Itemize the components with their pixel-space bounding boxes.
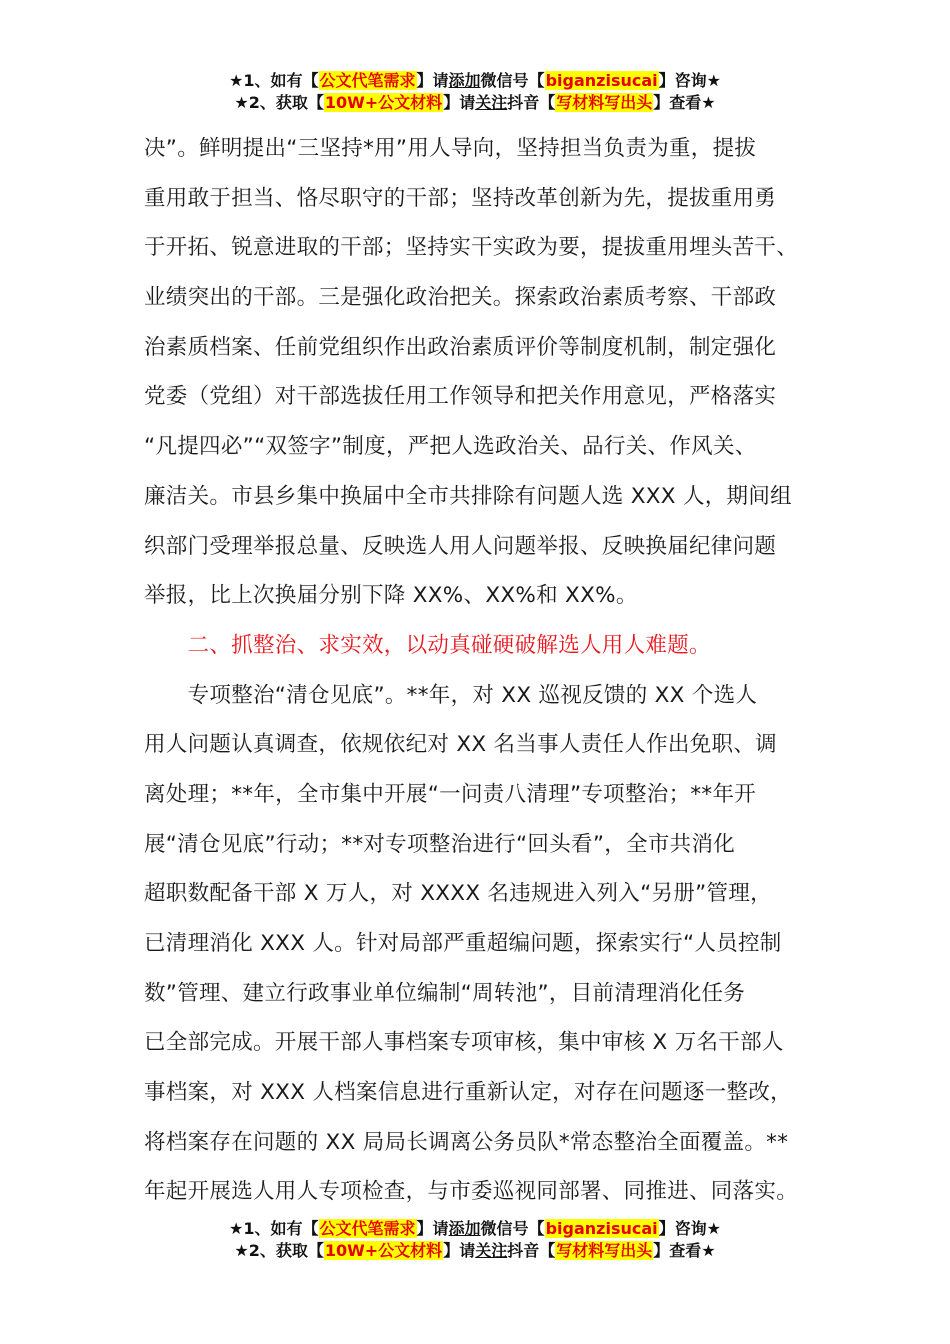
- body-line: 超职数配备干部 X 万人，对 XXXX 名违规进入列入“另册”管理，: [144, 881, 772, 907]
- body-line: 用人问题认真调查，依规依纪对 XX 名当事人责任人作出免职、调: [144, 732, 777, 758]
- document-body: [144, 124, 814, 1217]
- body-line: 决”。鲜明提出“三坚持*用”用人导向，坚持担当负责为重，提拔: [144, 136, 757, 161]
- banner-text: 】咨询★: [658, 71, 721, 90]
- highlight-materials: 10W+公文材料: [324, 93, 443, 112]
- banner-text: 微信号【: [480, 1219, 545, 1238]
- banner-text: 】查看★: [653, 1241, 716, 1260]
- banner-line-2: [0, 1240, 950, 1262]
- body-line: 已清理消化 XXX 人。针对局部严重超编问题，探索实行“人员控制: [144, 931, 782, 956]
- banner-text: 】请: [416, 1219, 449, 1238]
- body-line: 将档案存在问题的 XX 局局长调离公务员队*常态整治全面覆盖。**: [144, 1129, 789, 1155]
- banner-text: 】请: [416, 71, 449, 90]
- body-line: 离处理；**年，全市集中开展“一问责八清理”专项整治；**年开: [144, 781, 757, 807]
- highlight-wechat-id: biganzisucai: [545, 1219, 658, 1238]
- highlight-service: 公文代笔需求: [319, 1219, 416, 1238]
- banner-text: ★2、获取【: [234, 93, 324, 112]
- body-line: 于开拓、锐意进取的干部；坚持实干实政为要，提拔重用埋头苦干、: [144, 235, 799, 261]
- banner-text: 】咨询★: [658, 1219, 721, 1238]
- body-line: 治素质档案、任前党组织作出政治素质评价等制度机制，制定强化: [144, 334, 777, 360]
- body-line: 展“清仓见底”行动；**对专项整治进行“回头看”，全市共消化: [144, 831, 736, 857]
- banner-text: 】请: [443, 1241, 476, 1260]
- bottom-banner: [0, 1218, 950, 1262]
- body-line: 织部门受理举报总量、反映选人用人问题举报、反映换届纪律问题: [144, 533, 777, 559]
- body-line: 已全部完成。开展干部人事档案专项审核，集中审核 X 万名干部人: [144, 1030, 784, 1056]
- body-line: 年起开展选人用人专项检查，与市委巡视同部署、同推进、同落实。: [144, 1179, 799, 1205]
- section-heading: 二、抓整治、求实效，以动真碰硬破解选人用人难题。: [144, 632, 711, 658]
- body-line: 党委（党组）对干部选拔任用工作领导和把关作用意见，严格落实: [144, 384, 777, 410]
- banner-line-2: [0, 92, 950, 114]
- banner-underlined-text: 添加: [448, 1219, 481, 1238]
- banner-text: 抖音【: [507, 93, 556, 112]
- body-line: 事档案，对 XXX 人档案信息进行重新认定，对存在问题逐一整改，: [144, 1080, 792, 1106]
- highlight-douyin-id: 写材料写出头: [556, 1241, 653, 1260]
- body-line: 廉洁关。市县乡集中换届中全市共排除有问题人选 XXX 人，期间组: [144, 483, 792, 509]
- banner-underlined-text: 关注: [475, 93, 508, 112]
- highlight-wechat-id: biganzisucai: [545, 71, 658, 90]
- top-banner: [0, 70, 950, 114]
- banner-underlined-text: 添加: [448, 71, 481, 90]
- highlight-service: 公文代笔需求: [319, 71, 416, 90]
- banner-text: 】查看★: [653, 93, 716, 112]
- banner-text: ★2、获取【: [234, 1241, 324, 1260]
- banner-line-1: [0, 1218, 950, 1240]
- body-line: 举报，比上次换届分别下降 XX%、XX%和 XX%。: [144, 583, 638, 609]
- banner-text: ★1、如有【: [229, 71, 319, 90]
- body-line: 业绩突出的干部。三是强化政治把关。探索政治素质考察、干部政: [144, 285, 777, 311]
- body-line: 重用敢于担当、恪尽职守的干部；坚持改革创新为先，提拔重用勇: [144, 185, 777, 211]
- banner-underlined-text: 关注: [475, 1241, 508, 1260]
- body-line: 数”管理、建立行政事业单位编制“周转池”，目前清理消化任务: [144, 980, 746, 1006]
- banner-text: 抖音【: [507, 1241, 556, 1260]
- banner-text: 】请: [443, 93, 476, 112]
- banner-line-1: [0, 70, 950, 92]
- highlight-materials: 10W+公文材料: [324, 1241, 443, 1260]
- highlight-douyin-id: 写材料写出头: [556, 93, 653, 112]
- banner-text: ★1、如有【: [229, 1219, 319, 1238]
- body-line: “凡提四必”“双签字”制度，严把人选政治关、品行关、作风关、: [144, 434, 757, 460]
- body-line: 专项整治“清仓见底”。**年，对 XX 巡视反馈的 XX 个选人: [144, 682, 758, 708]
- banner-text: 微信号【: [480, 71, 545, 90]
